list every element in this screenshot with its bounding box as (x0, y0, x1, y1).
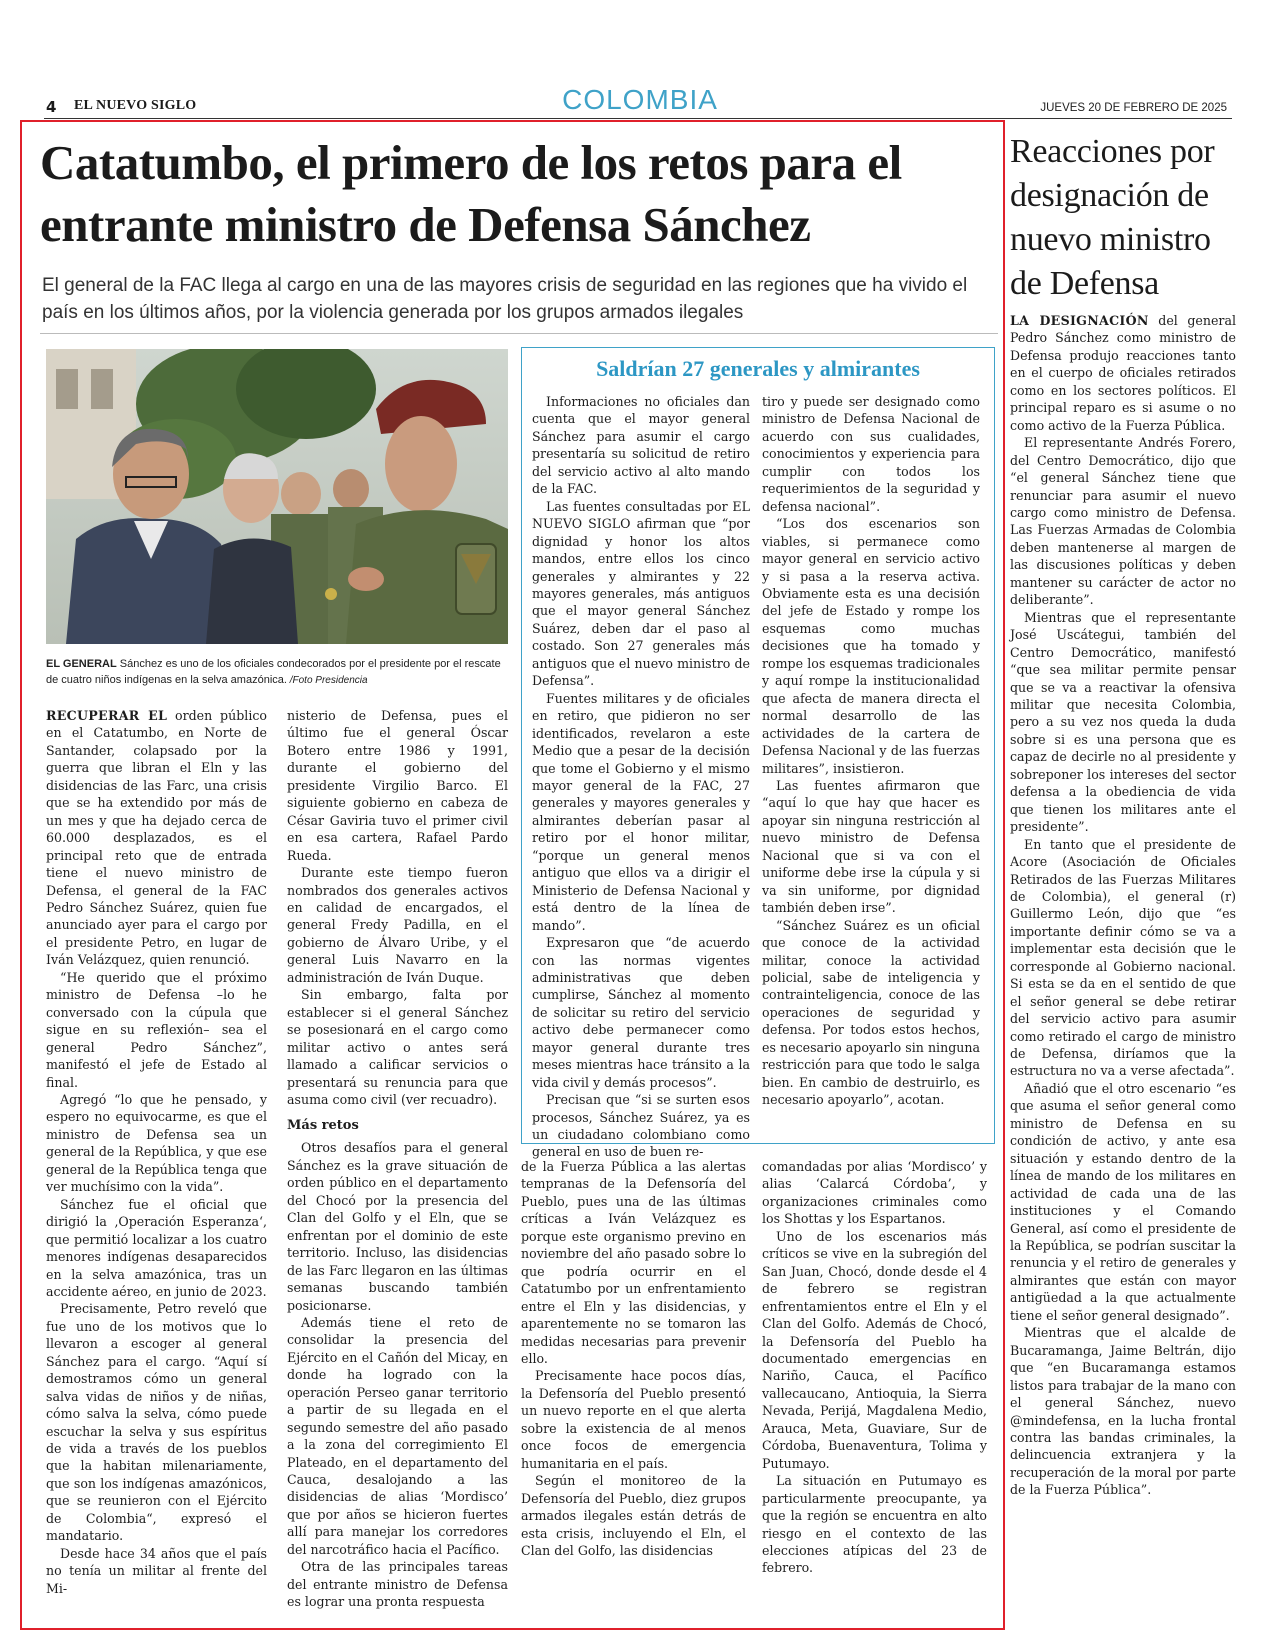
caption-text: Sánchez es uno de los oficiales condecorados por el presidente por el rescate de cuatro niños indígenas en la selva amazónica. (46, 658, 501, 686)
photo-credit: /Foto Presidencia (286, 675, 368, 686)
article-paragraph: “He querido que el próximo ministro de Defensa –lo he conversado con la cúpula que sigue en su reflexión– sea el general Pedro Sánchez”, manifestó el jefe de Estado al final. (46, 969, 267, 1090)
box-column-1 (532, 393, 750, 1161)
box-paragraph: tiro y puede ser designado como ministro de Defensa Nacional de acuerdo con sus cualidades, conocimientos y experiencia para cumplir con todos los requerimientos de la seguridad y defensa nacional”. (762, 394, 980, 514)
sidebar-paragraph: Mientras que el representante José Uscátegui, también del Centro Democrático, manifestó “que sea militar permite pensar que se va a reactivar la ofensiva militar que necesita Colombia, pero a su vez nos queda la duda sobre si es una persona que es capaz de decirle no al presidente y sobreponer los intereses del sector defensa a la obediencia de vida que tienen los militares ante el presidente”. (1010, 609, 1236, 835)
article-deck: El general de la FAC llega al cargo en una de las mayores crisis de seguridad en las regiones que ha vivido el país en los últimos años, por la violencia generada por los grupos armados ilegales (42, 275, 968, 323)
article-paragraph: Uno de los escenarios más críticos se vive en la subregión del San Juan, Chocó, donde desde el 4 de febrero se registran enfrentamientos entre el Eln y el Clan del Golfo. Además de Chocó, la Defensoría del Pueblo ha documentado emergencias en Nariño, Cauca, el Pacífico vallecaucano, Antioquia, la Sierra Nevada, Perijá, Magdalena Medio, Arauca, Meta, Guaviare, Sur de Córdoba, Buenaventura, Tolima y Putumayo. (762, 1228, 987, 1471)
deck-rule (40, 333, 998, 334)
article-column-2 (287, 707, 508, 1611)
box-paragraph: Las fuentes consultadas por EL NUEVO SIGLO afirman que “por dignidad y honor los altos mandos, entre ellos los cinco generales y almirantes y 22 mayores generales, más antiguos que el mayor general Sánchez Suárez, deben dar el paso al costado. Son 27 generales más antiguos que el nuevo ministro de Defensa”. (532, 498, 750, 689)
article-paragraph: Precisamente, Petro reveló que fue uno de los motivos que lo llevaron a escoger al general Sánchez para el cargo. “Aquí sí demostramos cómo un general salva vidas de niños y de niñas, cómo salva la selva, cómo puede escuchar la selva y sus espíritus de vida a través de los pueblos que la habitan milenariamente, que son los indígenas amazónicos, que se reunieron con el Ejército de Colombia“, expresó el mandatario. (46, 1301, 267, 1544)
paragraph-lead: LA DESIGNACIÓN (1010, 313, 1149, 328)
box-paragraph: “Sánchez Suárez es un oficial que conoce de la actividad militar, conoce la actividad policial, sabe de inteligencia y contrainteligencia, conoce de las operaciones de seguridad y defensa. Por todos estos hechos, es necesario apoyarlo sin ninguna restricción para que todo le salga bien. En cambio de destruirlo, es necesario apoyarlo”, acotan. (762, 917, 980, 1108)
sidebar-paragraph: El representante Andrés Forero, del Centro Democrático, dijo que “el general Sánchez tiene que renunciar para asumir el nuevo cargo como ministro de Defensa. Las Fuerzas Armadas de Colombia deben mantenerse al margen de las discusiones políticas y deben mantener su carácter de actor no deliberante”. (1010, 435, 1236, 608)
header-rule (44, 118, 1232, 119)
article-subhead: Más retos (287, 1118, 359, 1134)
issue-date: JUEVES 20 DE FEBRERO DE 2025 (1040, 102, 1227, 114)
article-paragraph: Sin embargo, falta por establecer si el general Sánchez se posesionará en el cargo como militar activo o antes será llamado a calificar servicios o presentará su renuncia para que asuma como civil (ver recuadro). (287, 987, 508, 1107)
article-column-3 (521, 1158, 746, 1559)
photo-caption (46, 656, 508, 689)
article-paragraph (46, 707, 267, 969)
box-paragraph: Informaciones no oficiales dan cuenta que el mayor general Sánchez para asumir el cargo presentaría su solicitud de retiro del servicio activo al alto mando de la FAC. (532, 394, 750, 497)
article-paragraph: La situación en Putumayo es particularmente preocupante, ya que la región se encuentra en alto riesgo en el contexto de las elecciones atípicas del 23 de febrero. (762, 1473, 987, 1576)
article-paragraph: de la Fuerza Pública a las alertas tempranas de la Defensoría del Pueblo, pues una de las últimas críticas a Iván Velázquez es porque este organismo previno en noviembre del año pasado sobre lo que podría ocurrir en el Catatumbo por un enfrentamiento entre el Eln y las disidencias, y aparentemente no se tomaron las medidas necesarias para prevenir ello. (521, 1159, 746, 1366)
article-paragraph: Sánchez fue el oficial que dirigió la ‚Operación Esperanza‘, que permitió localizar a los cuatro menores indígenas desaparecidos en la selva amazónica, tras un accidente aéreo, en junio de 2023. (46, 1196, 267, 1299)
box-title: Saldrían 27 generales y almirantes (596, 356, 920, 381)
paragraph-text: orden público en el Catatumbo, en Norte de Santander, colapsado por la guerra que libran el Eln y las disidencias de las Farc, una crisis que se ha extendido por más de un mes y que ha dejado cerca de 60.000 desplazados, es el principal reto que de entrada tiene el nuevo ministro de Defensa, el general de la FAC Pedro Sánchez Suárez, quien fue anunciado ayer para el cargo por el presidente Petro, en lugar de Iván Velázquez, quien renunció. (46, 708, 267, 968)
box-paragraph: Las fuentes afirmaron que “aquí lo que hay que hacer es apoyar sin ninguna restricción al nuevo ministro de Defensa Nacional que si va con el uniforme debe irse la cúpula y si va sin uniforme, por dignidad también deben irse”. (762, 777, 980, 916)
box-paragraph: Precisan que “si se surten esos procesos, Sánchez Suárez, ya es un ciudadano colombiano como general en uso de buen re- (532, 1092, 750, 1160)
sidebar-headline: Reacciones por designación de nuevo ministro de Defensa (1010, 133, 1215, 302)
article-paragraph: Desde hace 34 años que el país no tenía un militar al frente del Mi- (46, 1545, 267, 1596)
article-paragraph: Agregó “lo que he pensado, y espero no equivocarme, es que el ministro de Defensa sea un general de la República, y que ese general de la República tenga que ver muchísimo con la vida”. (46, 1091, 267, 1195)
box-column-2 (762, 393, 980, 1109)
article-photo (46, 349, 508, 644)
paragraph-text: del general Pedro Sánchez como ministro de Defensa produjo reacciones tanto en el cuerpo de oficiales retirados como en los sectores políticos. El principal reparo es si asume o no como activo de la Fuerza Pública. (1010, 313, 1236, 433)
paragraph-lead: RECUPERAR EL (46, 708, 168, 723)
section-title: COLOMBIA (562, 84, 718, 115)
photo-illustration (46, 349, 508, 644)
article-column-1 (46, 707, 267, 1597)
newspaper-name: EL NUEVO SIGLO (74, 98, 197, 113)
sidebar-paragraph: En tanto que el presidente de Acore (Asociación de Oficiales Retirados de las Fuerzas Militares de Colombia), el general (r) Guillermo León, dijo que “es importante definir cómo se va a implementar esta decisión que le corresponde al Gobierno nacional. Si esta se da en el sentido de que el señor general se debe retirar del servicio activo para asumir como retirado el cargo de ministro de Defensa, diríamos que la estructura no va a verse afectada”. (1010, 836, 1236, 1079)
article-paragraph: Precisamente hace pocos días, la Defensoría del Pueblo presentó un nuevo reporte en el que alerta sobre la existencia de al menos once focos de emergencia humanitaria en el país. (521, 1368, 746, 1471)
caption-lead: EL GENERAL (46, 658, 117, 670)
article-paragraph: Otros desafíos para el general Sánchez es la grave situación de orden público en el departamento del Chocó por la presencia del Clan del Golfo y el Eln, que se enfrentan por el dominio de este territorio. Incluso, las disidencias de las Farc llegaron en las últimas semanas buscando también posicionarse. (287, 1140, 508, 1313)
sidebar-paragraph: Añadió que el otro escenario “es que asuma el señor general como ministro de Defensa en su condición de activo, y ante esa situación y estando dentro de la línea de mando de los militares en actividad de cada una de las instituciones y el Comando General, así como el presidente de la República, se podrían suscitar la renuncia y el retiro de generales y almirantes que están con mayor antigüedad a la que actualmente tiene el señor general designado”. (1010, 1080, 1236, 1323)
sidebar-column (1010, 312, 1236, 1499)
article-headline: Catatumbo, el primero de los retos para el entrante ministro de Defensa Sánchez (40, 135, 902, 252)
article-paragraph: Además tiene el reto de consolidar la presencia del Ejército en el Cañón del Micay, en donde ha logrado con la operación Perseo ganar territorio a partir de su llegada en el segundo semestre del año pasado a la zona del corregimiento El Plateado, en el departamento del Cauca, desalojando a las disidencias de alias ‘Mordisco’ que por años se hicieron fuertes allí para manejar los corredores del narcotráfico hacia el Pacífico. (287, 1314, 508, 1557)
box-paragraph: Fuentes militares y de oficiales en retiro, que pidieron no ser identificados, revelaron a este Medio que a pesar de la decisión que tome el Gobierno y el mismo mayor general de la FAC, 27 generales y mayores generales y almirantes deberían pasar al retiro por el honor militar, “porque un general menos antiguo que ellos va a dirigir el Ministerio de Defensa Nacional y está dentro de la línea de mando”. (532, 690, 750, 933)
article-paragraph: Según el monitoreo de la Defensoría del Pueblo, diez grupos armados ilegales están detrás de esta crisis, incluyendo el Eln, el Clan del Golfo, las disidencias (521, 1473, 746, 1558)
sidebar-paragraph (1010, 312, 1236, 434)
sidebar-paragraph: Mientras que el alcalde de Bucaramanga, Jaime Beltrán, dijo que “en Bucaramanga estamos listos para trabajar de la mano con el general Sánchez, nuevo @mindefensa, en la lucha frontal contra las bandas criminales, la delincuencia extranjera y la recuperación de la moral por parte de la Fuerza Pública”. (1010, 1325, 1236, 1498)
article-paragraph: Otra de las principales tareas del entrante ministro de Defensa es lograr una pronta respuesta (287, 1559, 508, 1610)
article-column-4 (762, 1158, 987, 1577)
article-paragraph: comandadas por alias ‘Mordisco’ y alias ‘Calarcá Córdoba’, y organizaciones criminales como los Shottas y los Espartanos. (762, 1159, 987, 1227)
box-paragraph: Expresaron que “de acuerdo con las normas vigentes administrativas que deben cumplirse, Sánchez al momento de solicitar su retiro del servicio activo debe permanecer como mayor general durante tres meses mientras hace tránsito a la vida civil y demás procesos”. (532, 935, 750, 1090)
box-paragraph: “Los dos escenarios son viables, si permanece como mayor general en servicio activo y si pasa a la reserva activa. Obviamente esta es una decisión del jefe de Estado y rompe los esquemas como muchas decisiones que ha tomado y rompe los esquemas tradicionales y aquí rompe la institucionalidad que afecta de manera directa el normal desarrollo de las actividades de la cartera de Defensa Nacional y de las fuerzas militares”, insistieron. (762, 516, 980, 776)
page-number: 4 (46, 98, 57, 116)
article-paragraph: Durante este tiempo fueron nombrados dos generales activos en calidad de encargados, el general Fredy Padilla, en el gobierno de Álvaro Uribe, y el general Luis Navarro en la administración de Iván Duque. (287, 865, 508, 985)
article-paragraph: nisterio de Defensa, pues el último fue el general Óscar Botero entre 1986 y 1991, durante el gobierno del presidente Virgilio Barco. El siguiente gobierno en cabeza de César Gaviria tuvo el primer civil en esa cartera, Rafael Pardo Rueda. (287, 708, 508, 863)
